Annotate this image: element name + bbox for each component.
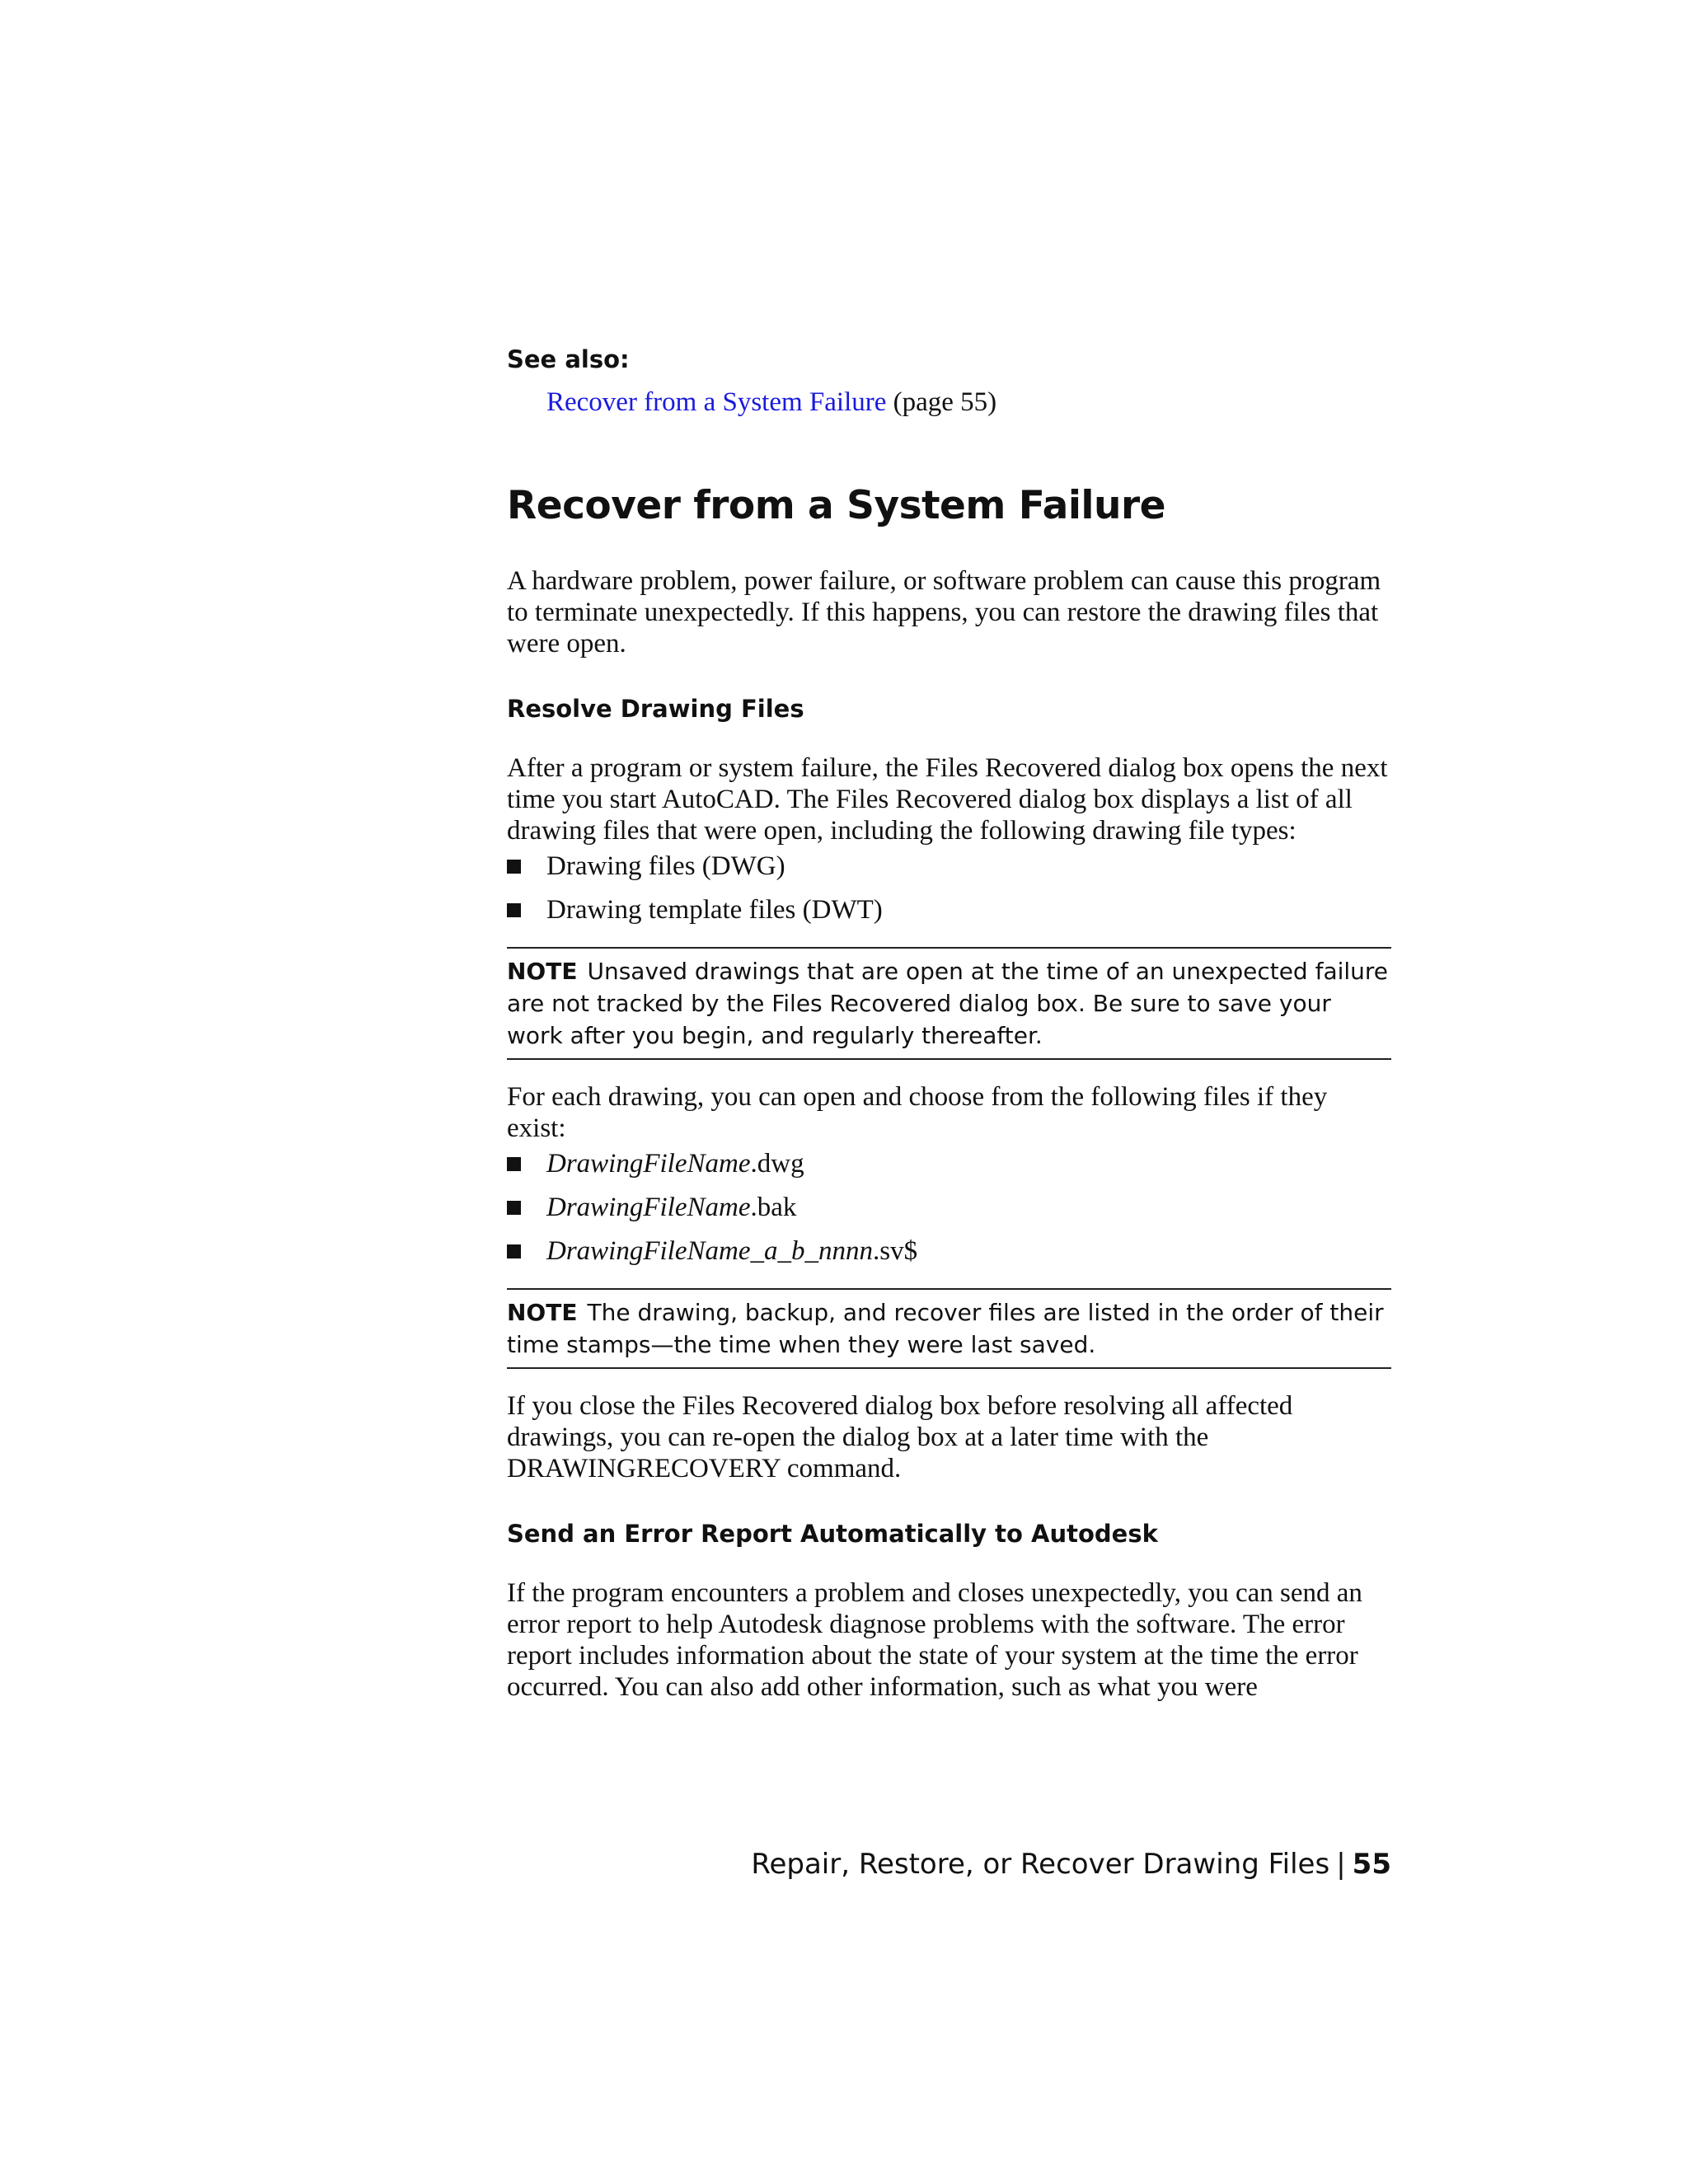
note-text: The drawing, backup, and recover files are listed in the order of their time stamps—the time when they were last saved. xyxy=(507,1299,1384,1358)
file-extension: .bak xyxy=(750,1193,797,1222)
list-item-text: Drawing files (DWG) xyxy=(546,851,785,881)
bullet-square-icon xyxy=(507,860,521,874)
see-also-heading: See also: xyxy=(507,345,630,373)
list-item-text: Drawing template files (DWT) xyxy=(546,895,883,925)
section-title: Recover from a System Failure xyxy=(507,483,1166,528)
resolve-heading: Resolve Drawing Files xyxy=(507,695,804,723)
bullet-square-icon xyxy=(507,1201,521,1215)
footer-separator: | xyxy=(1336,1848,1346,1881)
error-report-heading: Send an Error Report Automatically to Autodesk xyxy=(507,1520,1158,1548)
page-number: 55 xyxy=(1352,1848,1391,1881)
error-report-paragraph: If the program encounters a problem and closes unexpectedly, you can send an error report to help Autodesk diagnose problems with the software. The error report includes information about the state of your system at the time the error occurred. You can also add other information, such as what you were xyxy=(507,1578,1362,1702)
see-also-entry xyxy=(546,382,1391,422)
bullet-square-icon xyxy=(507,1244,521,1258)
bullet-square-icon xyxy=(507,1157,521,1171)
file-extension: .sv$ xyxy=(872,1236,918,1266)
file-extension: .dwg xyxy=(750,1149,804,1179)
file-name: DrawingFileName_a_b_nnnn xyxy=(546,1236,873,1266)
see-also-page-ref: (page 55) xyxy=(893,387,997,417)
recovery-files-list xyxy=(507,1148,1391,1267)
bullet-square-icon xyxy=(507,903,521,917)
reopen-paragraph: If you close the Files Recovered dialog box before resolving all affected drawings, you can re-open the dialog box at a later time with the DRAWINGRECOVERY command. xyxy=(507,1391,1293,1483)
page-content xyxy=(507,340,1391,1703)
note-box xyxy=(507,947,1391,1060)
page-footer xyxy=(751,1846,1391,1882)
see-also-link[interactable]: Recover from a System Failure xyxy=(546,387,887,417)
note-box xyxy=(507,1288,1391,1369)
file-types-list xyxy=(507,851,1391,926)
intro-paragraph: A hardware problem, power failure, or software problem can cause this program to terminate unexpectedly. If this happens, you can restore the drawing files that were open. xyxy=(507,566,1381,658)
files-paragraph: For each drawing, you can open and choose from the following files if they exist: xyxy=(507,1082,1328,1143)
footer-chapter-title: Repair, Restore, or Recover Drawing Files xyxy=(751,1848,1330,1881)
list-item xyxy=(507,851,1391,882)
note-label: NOTE xyxy=(507,958,578,985)
note-text: Unsaved drawings that are open at the time of an unexpected failure are not tracked by the Files Recovered dialog box. Be sure to save your work after you begin, and regularly thereafter. xyxy=(507,958,1389,1049)
list-item xyxy=(507,1235,1391,1267)
list-item xyxy=(507,894,1391,926)
file-name: DrawingFileName xyxy=(546,1149,751,1179)
resolve-paragraph: After a program or system failure, the Files Recovered dialog box opens the next time you start AutoCAD. The Files Recovered dialog box displays a list of all drawing files that were open, including the following drawing file types: xyxy=(507,753,1388,846)
list-item xyxy=(507,1192,1391,1223)
list-item xyxy=(507,1148,1391,1179)
file-name: DrawingFileName xyxy=(546,1193,751,1222)
note-label: NOTE xyxy=(507,1299,578,1326)
see-also-block xyxy=(507,340,1391,422)
